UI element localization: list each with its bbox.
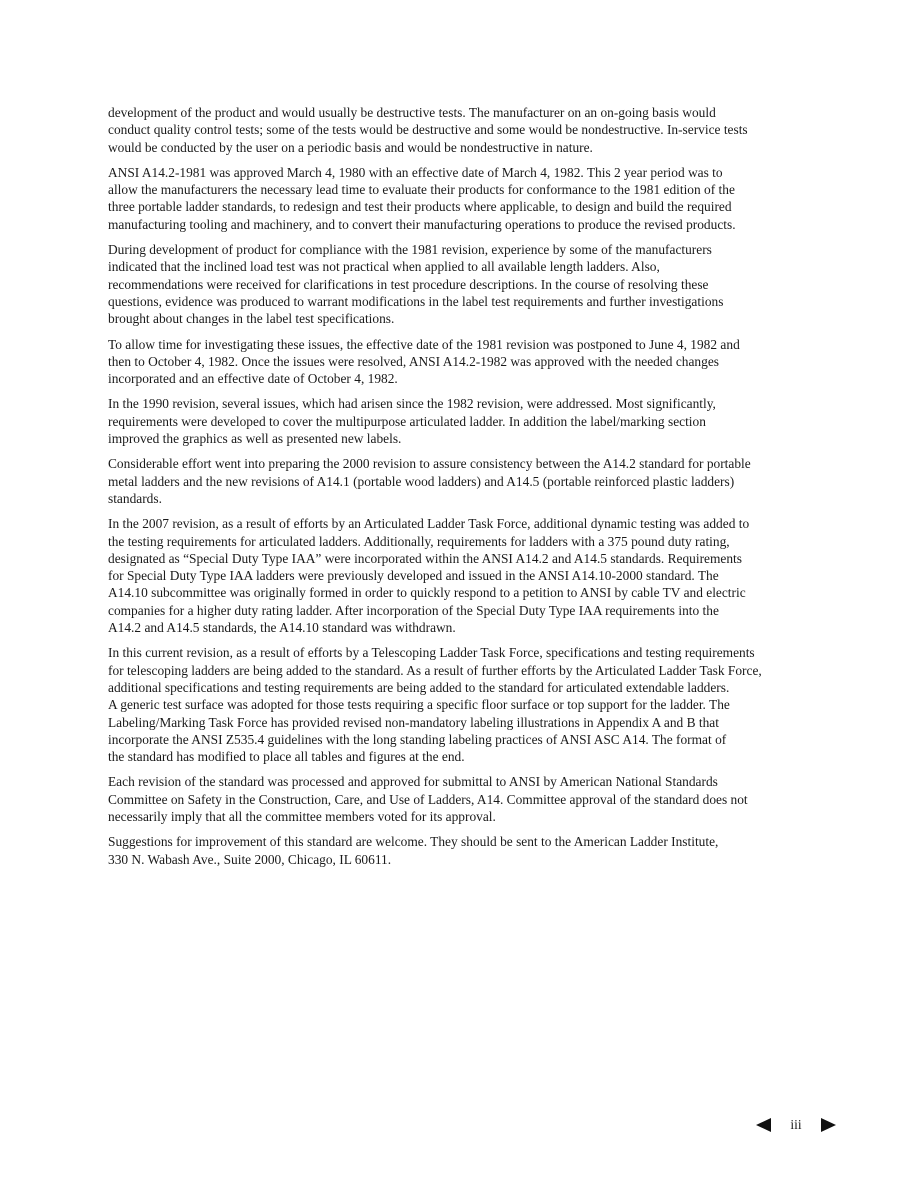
- body-paragraph: [108, 773, 838, 825]
- page-number: iii: [790, 1117, 802, 1132]
- text-line: In the 1990 revision, several issues, which had arisen since the 1982 revision, were addressed. Most significantly,: [108, 396, 716, 412]
- text-line: incorporated and an effective date of October 4, 1982.: [108, 371, 398, 387]
- text-line: would be conducted by the user on a periodic basis and would be nondestructive in nature.: [108, 139, 593, 155]
- text-line: metal ladders and the new revisions of A14.1 (portable wood ladders) and A14.5 (portable reinforced plastic ladders): [108, 473, 735, 489]
- text-line: improved the graphics as well as presented new labels.: [108, 431, 402, 447]
- body-paragraph: [108, 455, 838, 507]
- text-line: incorporate the ANSI Z535.4 guidelines with the long standing labeling practices of ANSI ASC A14. The format of: [108, 731, 727, 747]
- text-line: indicated that the inclined load test was not practical when applied to all available length ladders. Also,: [108, 259, 660, 275]
- text-line: Each revision of the standard was processed and approved for submittal to ANSI by American National Standards: [108, 774, 718, 790]
- body-paragraph: [108, 833, 838, 868]
- text-line: brought about changes in the label test specifications.: [108, 311, 395, 327]
- body-paragraph: [108, 104, 838, 156]
- text-line: A14.10 subcommittee was originally formed in order to quickly respond to a petition to ANSI by cable TV and electric: [108, 585, 746, 601]
- body-paragraph: [108, 336, 838, 388]
- text-line: Considerable effort went into preparing the 2000 revision to assure consistency between the A14.2 standard for portable: [108, 456, 751, 472]
- body-paragraph: [108, 164, 838, 233]
- text-line: ANSI A14.2-1981 was approved March 4, 1980 with an effective date of March 4, 1982. This 2 year period was to: [108, 164, 723, 180]
- text-line: In this current revision, as a result of efforts by a Telescoping Ladder Task Force, specifications and testing requirements: [108, 645, 755, 661]
- text-line: In the 2007 revision, as a result of efforts by an Articulated Ladder Task Force, additional dynamic testing was added to: [108, 516, 750, 532]
- text-line: then to October 4, 1982. Once the issues were resolved, ANSI A14.2-1982 was approved with the needed changes: [108, 353, 719, 369]
- text-line: necessarily imply that all the committee members voted for its approval.: [108, 808, 496, 824]
- text-line: the standard has modified to place all tables and figures at the end.: [108, 749, 465, 765]
- text-line: allow the manufacturers the necessary lead time to evaluate their products for conformance to the 1981 edition of the: [108, 182, 735, 198]
- text-line: questions, evidence was produced to warrant modifications in the label test requirements and further investigations: [108, 293, 724, 309]
- text-line: for Special Duty Type IAA ladders were previously developed and issued in the ANSI A14.10-2000 standard. The: [108, 568, 719, 584]
- text-line: companies for a higher duty rating ladder. After incorporation of the Special Duty Type IAA requirements into the: [108, 602, 719, 618]
- body-paragraph: [108, 515, 838, 636]
- body-paragraph: [108, 241, 838, 327]
- text-line: development of the product and would usually be destructive tests. The manufacturer on an on-going basis would: [108, 105, 716, 120]
- text-line: the testing requirements for articulated ladders. Additionally, requirements for ladders with a 375 pound duty rating,: [108, 533, 730, 549]
- text-line: standards.: [108, 490, 162, 506]
- text-line: recommendations were received for clarifications in test procedure descriptions. In the course of resolving these: [108, 276, 709, 292]
- text-line: Suggestions for improvement of this standard are welcome. They should be sent to the American Ladder Institute,: [108, 834, 719, 850]
- text-line: three portable ladder standards, to redesign and test their products where applicable, to design and build the required: [108, 199, 732, 215]
- previous-page-icon[interactable]: [756, 1118, 771, 1132]
- document-body: [108, 104, 838, 876]
- next-page-icon[interactable]: [821, 1118, 836, 1132]
- text-line: 330 N. Wabash Ave., Suite 2000, Chicago, IL 60611.: [108, 851, 392, 867]
- text-line: A14.2 and A14.5 standards, the A14.10 standard was withdrawn.: [108, 620, 456, 636]
- text-line: requirements were developed to cover the multipurpose articulated ladder. In addition the label/marking section: [108, 413, 706, 429]
- text-line: To allow time for investigating these issues, the effective date of the 1981 revision was postponed to June 4, 1982 and: [108, 336, 740, 352]
- text-line: for telescoping ladders are being added to the standard. As a result of further efforts by the Articulated Ladder Task Force,: [108, 662, 762, 678]
- text-line: additional specifications and testing requirements are being added to the standard for articulated extendable ladders.: [108, 679, 730, 695]
- text-line: designated as “Special Duty Type IAA” were incorporated within the ANSI A14.2 and A14.5 standards. Requirements: [108, 550, 742, 566]
- text-line: Committee on Safety in the Construction, Care, and Use of Ladders, A14. Committee approval of the standard does not: [108, 791, 748, 807]
- text-line: manufacturing tooling and machinery, and to convert their manufacturing operations to produce the revised products.: [108, 216, 736, 232]
- text-line: A generic test surface was adopted for those tests requiring a specific floor surface or top support for the ladder. The: [108, 697, 730, 713]
- text-line: During development of product for compliance with the 1981 revision, experience by some of the manufacturers: [108, 242, 712, 258]
- text-line: Labeling/Marking Task Force has provided revised non-mandatory labeling illustrations in Appendix A and B that: [108, 714, 719, 730]
- text-line: conduct quality control tests; some of the tests would be destructive and some would be nondestructive. In-service tests: [108, 122, 748, 138]
- body-paragraph: [108, 395, 838, 447]
- body-paragraph: [108, 644, 838, 765]
- page-navigation: [752, 1114, 842, 1136]
